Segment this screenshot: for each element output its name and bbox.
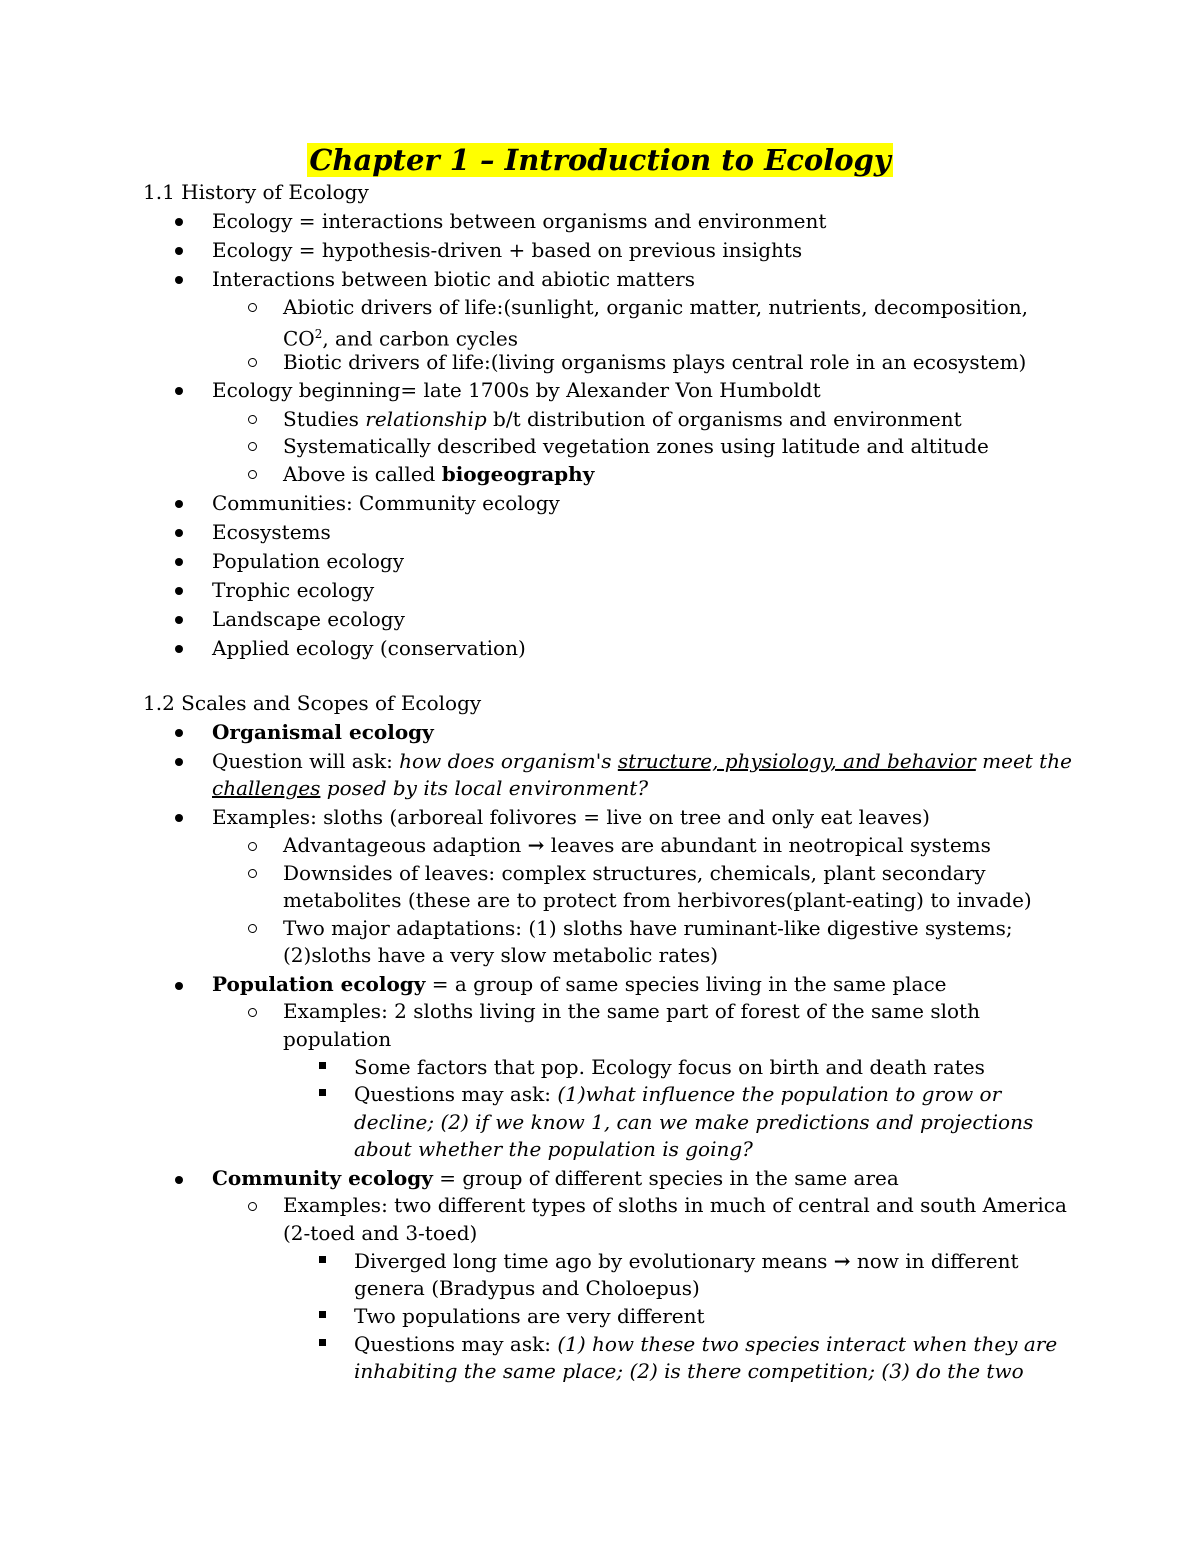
square-bullet-icon [319,1311,326,1318]
list-item [212,747,1072,775]
text-run: Questions may ask: [354,1332,558,1356]
list-item: Ecosystems [212,520,331,544]
sub-bullet-icon [248,358,257,367]
list-item: Two populations are very different [354,1304,705,1328]
bullet-icon [175,758,183,766]
text-run: (1) how these two species interact when they are [557,1332,1058,1356]
text-run: structure, physiology, and behavior [617,749,976,773]
text-run: Studies [283,407,366,431]
square-bullet-icon [319,1256,326,1263]
text-run: Diverged long time ago by evolutionary means [354,1249,834,1273]
sub-bullet-icon [248,869,257,878]
list-item: Biotic drivers of life:(living organisms plays central role in an ecosystem) [283,350,1027,374]
list-item: Communities: Community ecology [212,491,560,515]
list-item: (2-toed and 3-toed) [283,1221,478,1245]
list-item: genera (Bradypus and Choloepus) [354,1276,700,1300]
list-item: Some factors that pop. Ecology focus on birth and death rates [354,1055,985,1079]
square-bullet-icon [319,1089,326,1096]
bullet-icon [175,814,183,822]
text-run: Community ecology [212,1166,433,1190]
text-run: meet the [975,749,1072,773]
sub-bullet-icon [248,842,257,851]
list-item: Examples: two different types of sloths in much of central and south America [283,1193,1067,1217]
list-item [354,1108,1033,1136]
text-run: = group of different species in the same area [432,1166,899,1190]
text-run: challenges [212,776,321,800]
list-item: Ecology beginning= late 1700s by Alexander Von Humboldt [212,378,821,402]
arrow-icon: → [527,833,545,857]
page-title [0,140,1200,180]
list-item [354,1135,753,1163]
text-run: now in different [850,1249,1019,1273]
bullet-icon [175,500,183,508]
text-run: leaves are abundant in neotropical systems [544,833,991,857]
text-run: relationship [365,407,487,431]
list-item [212,1164,899,1192]
list-item [283,460,594,488]
list-item: Trophic ecology [212,578,375,602]
text-run: = a group of same species living in the same place [425,972,947,996]
bullet-icon [175,218,183,226]
list-item: Two major adaptations: (1) sloths have ruminant-like digestive systems; [283,916,1013,940]
text-run: (1)what influence the population to grow or [557,1082,1002,1106]
list-item: metabolites (these are to protect from herbivores(plant-eating) to invade) [283,888,1032,912]
bullet-icon [175,587,183,595]
text-run: inhabiting the same place; (2) is there competition; (3) do the two [354,1359,1024,1383]
text-run: Above is called [283,462,442,486]
text-run: Organismal ecology [212,720,434,744]
list-item: (2)sloths have a very slow metabolic rates) [283,943,719,967]
bullet-icon [175,616,183,624]
bullet-icon [175,529,183,537]
text-run: about whether the population is going? [354,1137,753,1161]
list-item: Abiotic drivers of life:(sunlight, organic matter, nutrients, decomposition, [283,295,1028,319]
list-item [212,774,648,802]
list-item [354,1330,1057,1358]
sub-bullet-icon [248,1008,257,1017]
list-item: Examples: 2 sloths living in the same part of forest of the same sloth [283,999,980,1023]
title-highlight: Chapter 1 – Introduction to Ecology [309,143,891,177]
list-item: Interactions between biotic and abiotic matters [212,267,695,291]
sub-bullet-icon [248,442,257,451]
text-run: how does organism's [399,749,618,773]
list-item: Ecology = interactions between organisms and environment [212,209,827,233]
text-run: biogeography [441,462,595,486]
sub-bullet-icon [248,924,257,933]
bullet-icon [175,247,183,255]
section-heading-1-2: 1.2 Scales and Scopes of Ecology [143,691,482,715]
list-item [212,970,946,998]
square-bullet-icon [319,1339,326,1346]
sub-bullet-icon [248,415,257,424]
list-item [283,405,962,433]
square-bullet-icon [319,1062,326,1069]
bullet-icon [175,729,183,737]
sub-bullet-icon [248,470,257,479]
text-run: decline; (2) if we know 1, can we make predictions and projections [354,1110,1034,1134]
list-item [354,1080,1001,1108]
text-run: posed by its local environment? [320,776,649,800]
list-item: Examples: sloths (arboreal folivores = live on tree and only eat leaves) [212,805,930,829]
bullet-icon [175,276,183,284]
sub-bullet-icon [248,1202,257,1211]
list-item [212,718,434,746]
text-run: , and carbon cycles [322,326,518,351]
section-heading-1-1: 1.1 History of Ecology [143,180,369,204]
list-item: Ecology = hypothesis-driven + based on previous insights [212,238,803,262]
text-run: Advantageous adaption [283,833,528,857]
list-item: Systematically described vegetation zones using latitude and altitude [283,434,989,458]
bullet-icon [175,982,183,990]
list-item: Applied ecology (conservation) [212,636,526,660]
bullet-icon [175,645,183,653]
list-item: population [283,1027,392,1051]
list-item: Landscape ecology [212,607,405,631]
sub-bullet-icon [248,303,257,312]
list-item: Downsides of leaves: complex structures, chemicals, plant secondary [283,861,986,885]
list-item [354,1247,1018,1275]
superscript: 2 [314,327,323,341]
list-item [354,1357,1024,1385]
text-run: b/t distribution of organisms and environment [486,407,962,431]
bullet-icon [175,387,183,395]
list-item [283,831,991,859]
arrow-icon: → [833,1249,851,1273]
list-item: Population ecology [212,549,405,573]
bullet-icon [175,1176,183,1184]
bullet-icon [175,558,183,566]
text-run: Population ecology [212,972,426,996]
text-run: Question will ask: [212,749,400,773]
text-run: Questions may ask: [354,1082,558,1106]
text-run: CO [283,326,315,351]
